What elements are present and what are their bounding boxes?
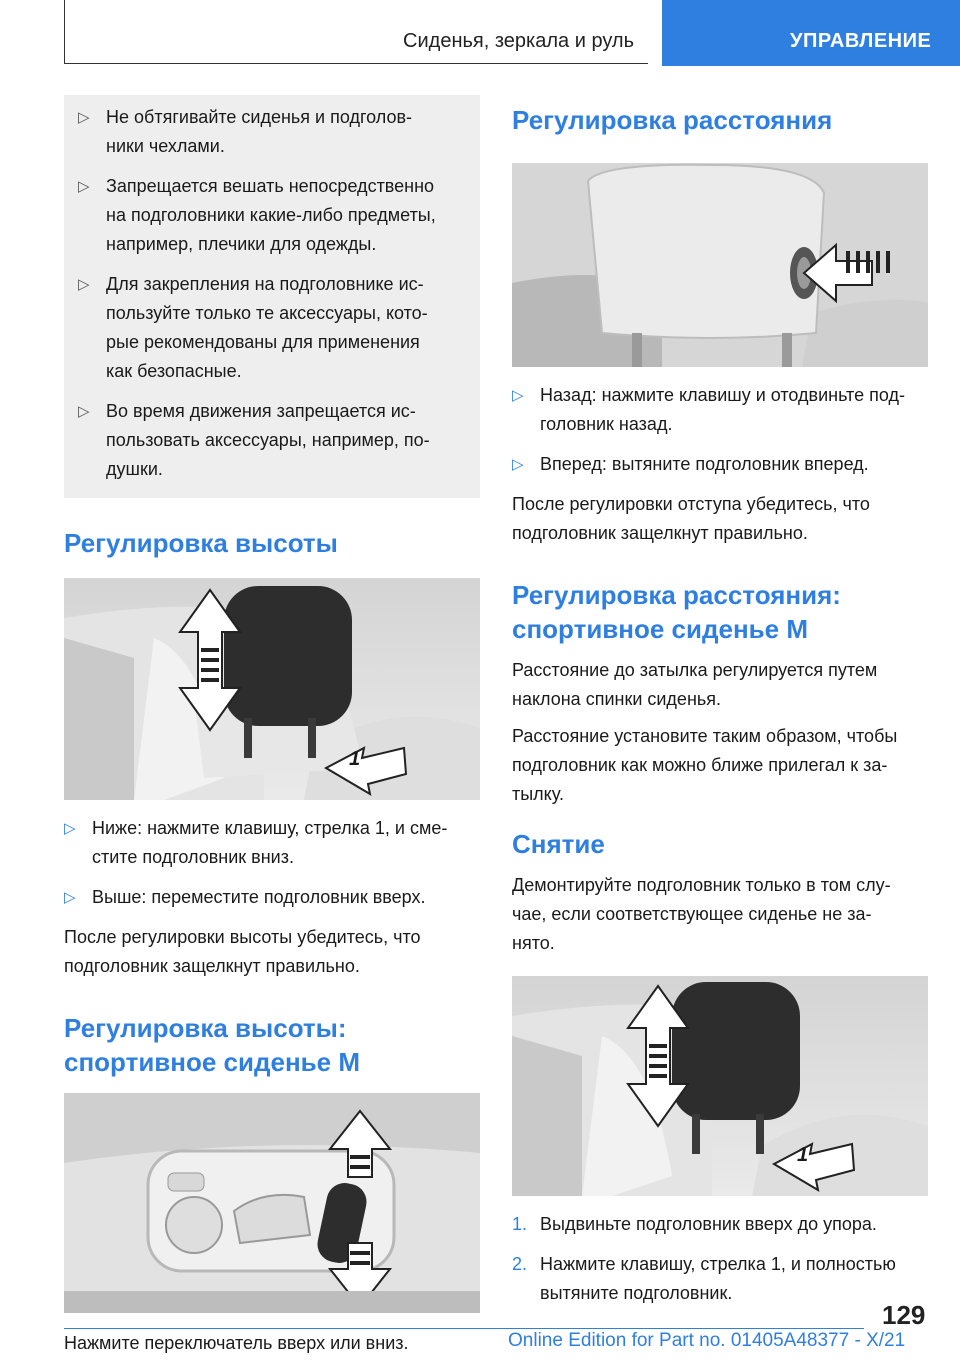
page-number: 129 <box>882 1300 926 1330</box>
chapter-title: УПРАВЛЕНИЕ <box>790 30 932 52</box>
note-item: ▷ Во время движения запрещается ис- пользовать аксессуары, например, по- душки. <box>78 397 466 484</box>
bullet-marker: ▷ <box>512 456 524 473</box>
height-paragraph: После регулировки высоты убедитесь, что подголовник защелкнут правильно. <box>64 927 421 976</box>
step-number: 2. <box>512 1254 528 1274</box>
bullet-marker: ▷ <box>78 276 90 293</box>
removal-step: 1. Выдвиньте подголовник вверх до упора. <box>512 1210 928 1239</box>
m-distance-paragraph: Расстояние установите таким образом, чтобы подголовник как можно ближе прилегал к за- тылку. <box>512 726 898 804</box>
left-column <box>64 95 480 1366</box>
arrow-label-1: 1 <box>797 1144 809 1166</box>
arrow-label-1: 1 <box>349 748 361 770</box>
m-distance-paragraph: Расстояние до затылка регулируется путем наклона спинки сиденья. <box>512 660 878 709</box>
removal-heading: Снятие <box>512 829 605 859</box>
bullet-marker: ▷ <box>64 820 76 837</box>
step-number: 1. <box>512 1214 528 1234</box>
removal-paragraph: Демонтируйте подголовник только в том слу- чае, если соответствующее сиденье не за- нято. <box>512 875 891 953</box>
bullet-marker: ▷ <box>78 178 90 195</box>
header-section <box>64 0 648 64</box>
m-height-heading: Регулировка высоты: спортивное сиденье M <box>64 1013 360 1077</box>
note-item: ▷ Запрещается вешать непосредственно на подголовники какие-либо предметы, например, плечики для одежды. <box>78 172 466 259</box>
header-chapter-tab[interactable] <box>662 0 960 66</box>
bullet-marker: ▷ <box>512 387 524 404</box>
height-adjust-figure <box>64 578 480 800</box>
removal-figure <box>512 976 928 1196</box>
bullet-marker: ▷ <box>78 403 90 420</box>
right-column <box>512 95 928 1319</box>
note-item: ▷ Не обтягивайте сиденья и подголов- ники чехлами. <box>78 103 466 161</box>
distance-adjust-figure <box>512 163 928 367</box>
note-item: ▷ Для закрепления на подголовнике ис- пользуйте только те аксессуары, кото- рые рекомендованы для применения как безопасные. <box>78 270 466 386</box>
distance-item: ▷ Назад: нажмите клавишу и отодвиньте под- головник назад. <box>512 381 928 439</box>
m-height-paragraph: Нажмите переключатель вверх или вниз. <box>64 1333 409 1353</box>
section-title: Сиденья, зеркала и руль <box>403 30 634 52</box>
height-item: ▷ Выше: переместите подголовник вверх. <box>64 883 480 912</box>
removal-step: 2. Нажмите клавишу, стрелка 1, и полностью вытяните подголовник. <box>512 1250 928 1308</box>
footer-rule <box>64 1328 864 1329</box>
distance-item: ▷ Вперед: вытяните подголовник вперед. <box>512 450 928 479</box>
m-distance-heading: Регулировка расстояния: спортивное сиденье M <box>512 580 841 644</box>
distance-paragraph: После регулировки отступа убедитесь, что подголовник защелкнут правильно. <box>512 494 870 543</box>
footer-edition: Online Edition for Part no. 01405A48377 - X/21 <box>508 1330 906 1351</box>
bullet-marker: ▷ <box>78 109 90 126</box>
safety-note-box <box>64 95 480 498</box>
bullet-marker: ▷ <box>64 889 76 906</box>
height-heading: Регулировка высоты <box>64 528 338 558</box>
height-item: ▷ Ниже: нажмите клавишу, стрелка 1, и сме- стите подголовник вниз. <box>64 814 480 872</box>
m-seat-switch-figure <box>64 1093 480 1313</box>
distance-heading: Регулировка расстояния <box>512 105 833 135</box>
